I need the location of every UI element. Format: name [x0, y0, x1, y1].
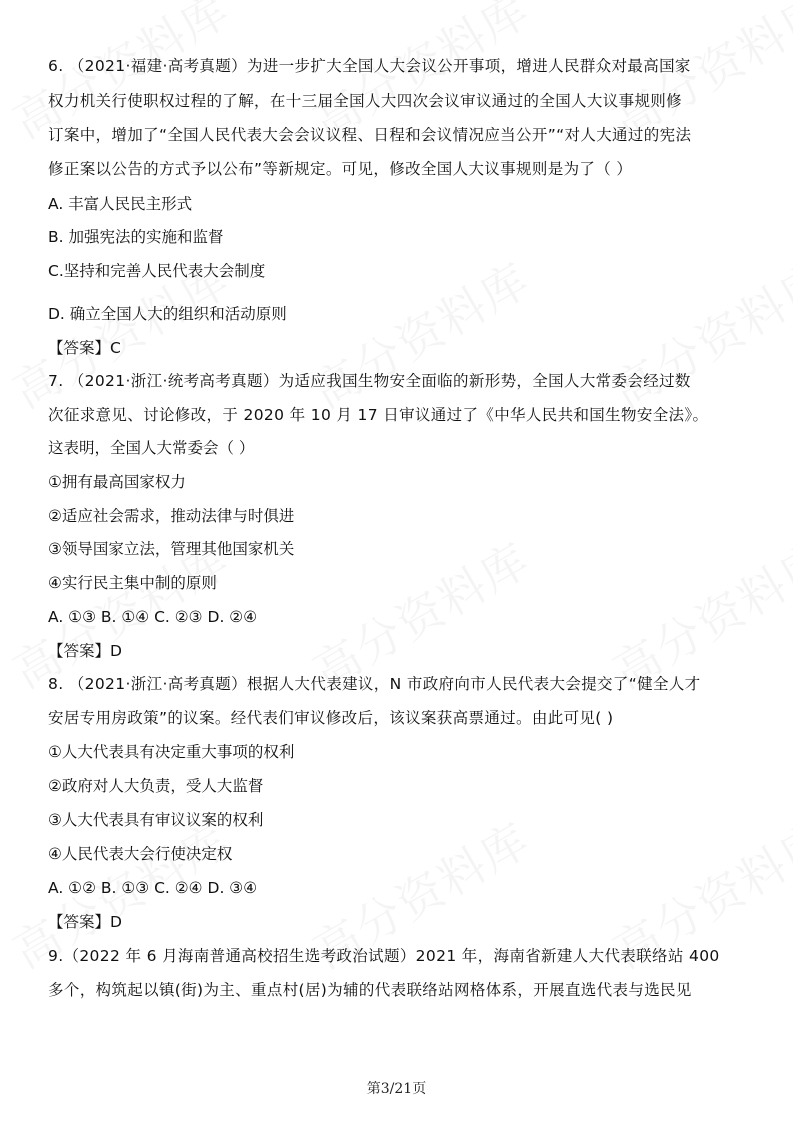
statement-2: ②适应社会需求，推动法律与时俱进	[48, 507, 295, 525]
statement-3: ③人大代表具有审议议案的权利	[48, 811, 264, 829]
question-stem-line: 这表明，全国人大常委会（ ）	[48, 439, 255, 457]
choice-line: A. ①② B. ①③ C. ②④ D. ③④	[48, 879, 258, 897]
option-b: B. 加强宪法的实施和监督	[48, 228, 224, 246]
page-content	[48, 56, 748, 1000]
statement-1: ①拥有最高国家权力	[48, 473, 186, 491]
statement-3: ③领导国家立法，管理其他国家机关	[48, 540, 295, 558]
answer-label: 【答案】D	[48, 913, 122, 931]
option-a: A. 丰富人民民主形式	[48, 195, 193, 213]
question-stem-line: 次征求意见、讨论修改，于 2020 年 10 月 17 日审议通过了《中华人民共和国生物安全法》。	[48, 406, 709, 424]
page-number: 第3/21页	[366, 1081, 427, 1097]
option-c: C.坚持和完善人民代表大会制度	[48, 262, 266, 280]
answer-label: 【答案】D	[48, 642, 122, 660]
question-stem-line: 9.（2022 年 6 月海南普通高校招生选考政治试题）2021 年，海南省新建人大代表联络站 400	[48, 947, 720, 965]
question-stem-line: 8. （2021·浙江·高考真题）根据人大代表建议，N 市政府向市人民代表大会提交了“健全人才	[48, 675, 701, 693]
question-9	[48, 946, 748, 1000]
question-stem-line: 订案中，增加了“全国人民代表大会会议议程、日程和会议情况应当公开”“对人大通过的宪法	[48, 126, 692, 144]
option-d: D. 确立全国人大的组织和活动原则	[48, 305, 287, 323]
question-stem-line: 安居专用房政策”的议案。经代表们审议修改后，该议案获高票通过。由此可见( )	[48, 709, 614, 727]
choice-line: A. ①③ B. ①④ C. ②③ D. ②④	[48, 608, 258, 626]
question-6	[48, 56, 748, 358]
question-stem-line: 多个，构筑起以镇(街)为主、重点村(居)为辅的代表联络站网格体系，开展直选代表与选民见	[48, 981, 692, 999]
statement-4: ④实行民主集中制的原则	[48, 574, 217, 592]
question-stem-line: 6. （2021·福建·高考真题）为进一步扩大全国人大会议公开事项，增进人民群众对最高国家	[48, 57, 691, 75]
question-7	[48, 371, 748, 661]
statement-2: ②政府对人大负责，受人大监督	[48, 777, 264, 795]
statement-1: ①人大代表具有决定重大事项的权利	[48, 743, 295, 761]
question-stem-line: 权力机关行使职权过程的了解，在十三届全国人大四次会议审议通过的全国人大议事规则修	[48, 92, 683, 110]
answer-label: 【答案】C	[48, 339, 121, 357]
question-stem-line: 7. （2021·浙江·统考高考真题）为适应我国生物安全面临的新形势，全国人大常委会经过数	[48, 372, 691, 390]
question-stem-line: 修正案以公告的方式予以公布”等新规定。可见，修改全国人大议事规则是为了（ ）	[48, 160, 633, 178]
question-8	[48, 674, 748, 932]
statement-4: ④人民代表大会行使决定权	[48, 845, 233, 863]
